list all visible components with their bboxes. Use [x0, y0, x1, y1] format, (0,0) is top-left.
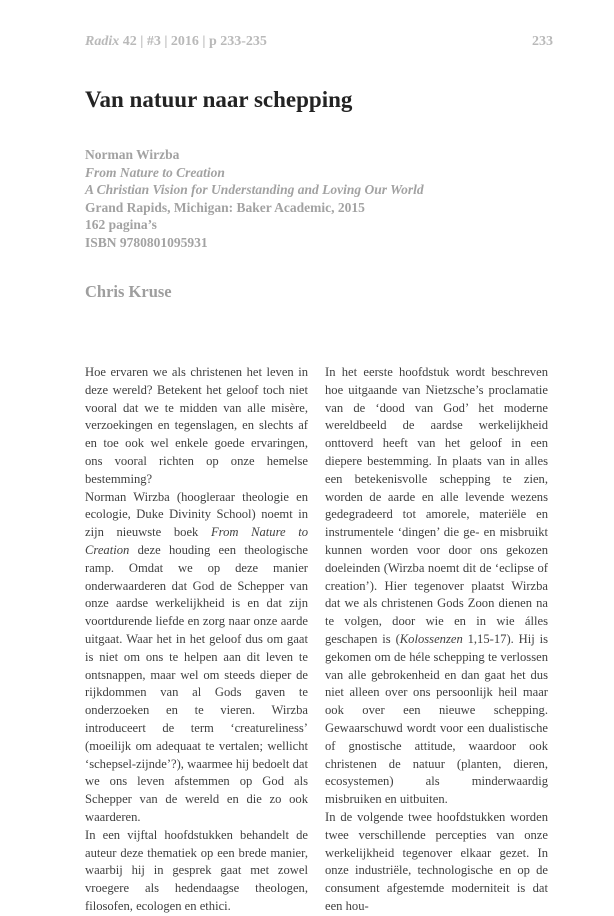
text-segment: In de volgende twee hoofdstukken worden twee verschillende percepties van onze werkelijkheid tegenover elkaar gezet. In onze industriële, technologische en op de consument afgestemde moderniteit is dat een hou- — [325, 809, 548, 913]
body-column-left — [85, 364, 308, 916]
text-segment: Hoe ervaren we als christenen het leven in deze wereld? Betekent het geloof toch niet vooral dat we te midden van alle misère, verzoekingen en tegenslagen, en slechts af en toe ook wel enkele goede ervaringen, ons vooral richten op onze hemelse bestemming? — [85, 365, 308, 486]
reviewer-name: Chris Kruse — [85, 282, 172, 301]
body-paragraph — [85, 489, 308, 827]
body-column-right — [325, 364, 548, 916]
text-segment: In het eerste hoofdstuk wordt beschreven hoe uitgaande van Nietzsche’s proclamatie van de ‘dood van God’ het moderne wereldbeeld de aardse werkelijkheid onttoverd heeft van het geloof in een diepere bestemming. In plaats van in alles een betekenisvolle schepping te zien, worden de aarde en alle levende wezens gedegradeerd tot amorele, materiële en instrumentele ‘dingen’ die ge- en misbruikt kunnen worden voor door ons gekozen doeleinden (Wirzba noemt dit de ‘eclipse of creation’). Hier tegenover plaatst Wirzba dat we als christenen Gods Zoon dienen na te volgen, door wie en in wie álles geschapen is ( — [325, 365, 548, 646]
text-segment: 1,15-17). Hij is gekomen om de héle schepping te verlossen van alle gebrokenheid en dan gaat het dus niet alleen over ons persoonlijk heil maar ook over een nieuwe schepping. Gewaarschuwd wordt voor een dualistische of gnostische attitude, waardoor ook christenen de natuur (planten, dieren, ecosystemen) als minderwaardig misbruiken en uitbuiten. — [325, 631, 549, 807]
book-publisher: Grand Rapids, Michigan: Baker Academic, 2015 — [85, 199, 365, 215]
body-paragraph — [85, 364, 308, 489]
issue-info: 42 | #3 | 2016 | p 233-235 — [119, 34, 267, 49]
italic-text-segment: Kolossenzen — [399, 631, 463, 646]
italic-text-segment: From Nature to Creation — [85, 525, 308, 557]
running-head — [85, 34, 267, 50]
book-title: From Nature to Creation — [85, 164, 225, 180]
body-columns — [85, 364, 553, 916]
book-subtitle: A Christian Vision for Understanding and Loving Our World — [85, 182, 424, 197]
text-segment: In een vijftal hoofdstukken behandelt de auteur deze thematiek op een brede manier, waarbij hij in gesprek gaat met zowel vroegere als hedendaagse theologen, filosofen, ecologen en ethici. — [85, 827, 308, 913]
book-info-block — [85, 146, 553, 251]
article-title: Van natuur naar schepping — [85, 87, 353, 112]
text-segment: Norman Wirzba (hoogleraar theologie en ecologie, Duke Divinity School) noemt in zijn nieuwste boek — [85, 489, 308, 540]
book-isbn: ISBN 9780801095931 — [85, 234, 208, 250]
text-segment: deze houding een theologische ramp. Omdat we op deze manier onderwaarderen dat God de Schepper van onze aardse werkelijkheid is en dat zijn voortdurende liefde en zorg naar onze aarde uitgaat. Waar het in het geloof dus om gaat is niet om ons te helpen aan dit leven te ontsnappen, maar wel om steeds dieper de rijkdommen van al Gods gaven te onderzoeken en te vieren. Wirzba introduceert de term ‘creatureliness’ (moeilijk om adequaat te vertalen; wellicht ‘schepsel-zijnde’?), waarmee hij bedoelt dat we ons leven afstemmen op God als Schepper van de wereld en die zo ook waarderen. — [85, 542, 308, 824]
body-paragraph — [85, 827, 308, 916]
page-header — [85, 34, 553, 50]
book-author: Norman Wirzba — [85, 147, 180, 162]
book-pages: 162 pagina’s — [85, 217, 157, 232]
body-paragraph — [325, 364, 548, 809]
journal-name: Radix — [85, 34, 120, 49]
body-paragraph — [325, 809, 548, 916]
page-number: 233 — [532, 34, 553, 49]
